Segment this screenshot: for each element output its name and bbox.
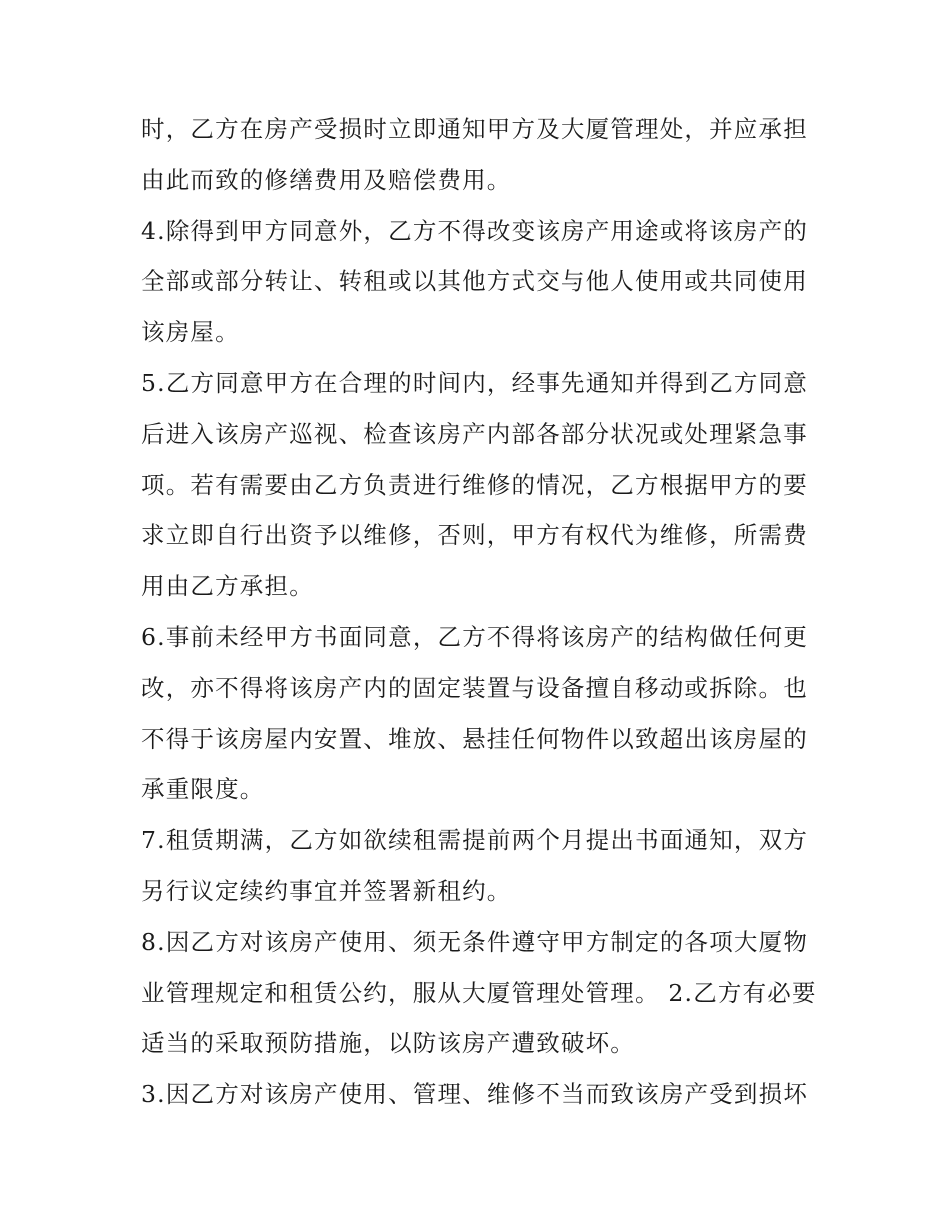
text-line: 时，乙方在房产受损时立即通知甲方及大厦管理处，并应承担 (141, 115, 808, 143)
text-line: 6.事前未经甲方书面同意，乙方不得将该房产的结构做任何更 (141, 622, 809, 651)
text-line: 由此而致的修缮费用及赔偿费用。 (141, 165, 512, 194)
text-line: 全部或部分转让、转租或以其他方式交与他人使用或共同使用 (141, 267, 808, 296)
text-line: 3.因乙方对该房产使用、管理、维修不当而致该房产受到损坏 (141, 1080, 809, 1109)
text-line: 适当的采取预防措施，以防该房产遭致破坏。 (141, 1029, 635, 1058)
document-body (141, 104, 821, 1120)
text-line: 4.除得到甲方同意外，乙方不得改变该房产用途或将该房产的 (141, 216, 809, 245)
text-line: 后进入该房产巡视、检查该房产内部各部分状况或处理紧急事 (141, 419, 808, 448)
text-line: 用由乙方承担。 (141, 572, 314, 601)
text-line: 不得于该房屋内安置、堆放、悬挂任何物件以致超出该房屋的 (141, 724, 808, 753)
text-line: 5.乙方同意甲方在合理的时间内，经事先通知并得到乙方同意 (141, 368, 809, 397)
text-line: 该房屋。 (141, 318, 240, 347)
text-line: 求立即自行出资予以维修，否则，甲方有权代为维修，所需费 (141, 521, 808, 550)
text-line: 7.租赁期满，乙方如欲续租需提前两个月提出书面通知，双方 (141, 826, 809, 855)
text-line: 承重限度。 (141, 775, 265, 804)
text-line: 另行议定续约事宜并签署新租约。 (141, 876, 512, 905)
text-line: 业管理规定和租赁公约，服从大厦管理处管理。 2.乙方有必要 (141, 978, 817, 1007)
text-line: 8.因乙方对该房产使用、须无条件遵守甲方制定的各项大厦物 (141, 927, 809, 956)
text-line: 项。若有需要由乙方负责进行维修的情况，乙方根据甲方的要 (141, 470, 808, 499)
text-line: 改，亦不得将该房产内的固定装置与设备擅自移动或拆除。也 (141, 673, 808, 702)
